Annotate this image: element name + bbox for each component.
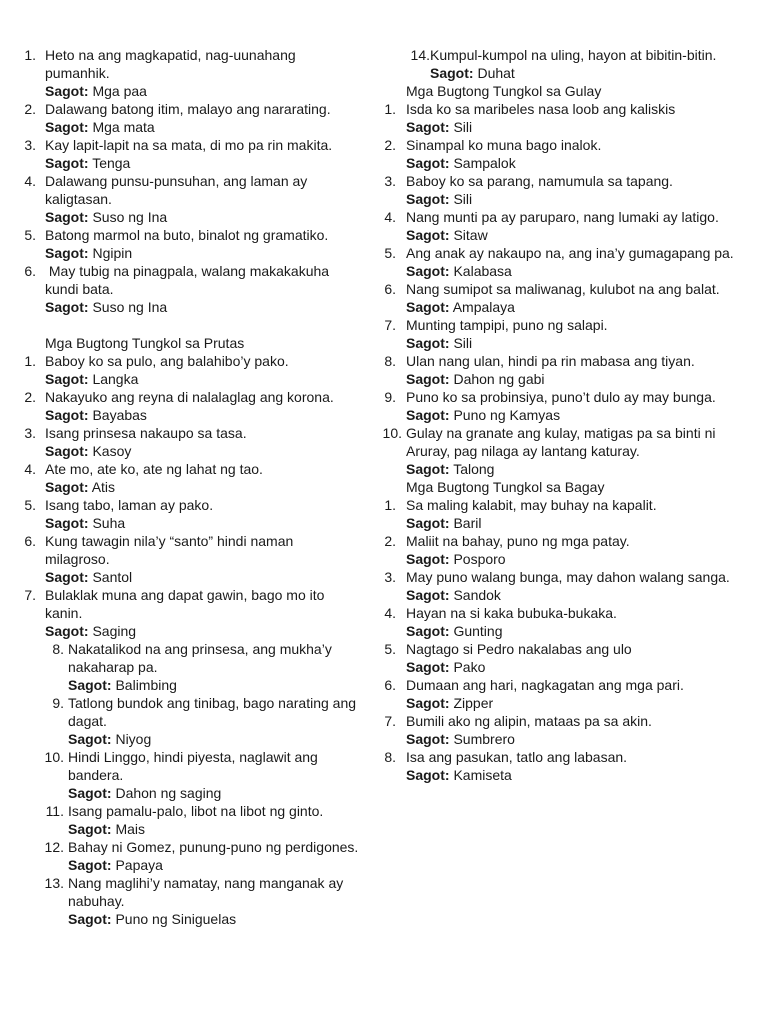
riddle-item (380, 280, 740, 316)
answer-line (406, 730, 740, 748)
answer-label: Sagot: (406, 695, 450, 711)
riddle-text: Dumaan ang hari, nagkagatan ang mga pari. (406, 677, 684, 693)
answer-label: Sagot: (68, 785, 112, 801)
answer-label: Sagot: (45, 407, 89, 423)
answer-line (406, 226, 740, 244)
riddle-text: Maliit na bahay, puno ng mga patay. (406, 533, 630, 549)
riddle-text: Bulaklak muna ang dapat gawin, bago mo ito kanin. (45, 587, 325, 621)
answer-line (406, 262, 740, 280)
riddle-item (380, 352, 740, 388)
answer-text: Niyog (115, 731, 152, 747)
item-number: 8. (52, 641, 64, 657)
riddle-item (380, 136, 740, 172)
answer-text: Balimbing (115, 677, 177, 693)
riddle-text: May puno walang bunga, may dahon walang sanga. (406, 569, 730, 585)
item-number: 1. (24, 353, 36, 369)
answer-text: Sili (453, 335, 473, 351)
answer-line (45, 244, 360, 262)
riddle-item (20, 748, 360, 802)
answer-label: Sagot: (406, 299, 450, 315)
answer-text: Tenga (92, 155, 131, 171)
riddle-text: Bumili ako ng alipin, mataas pa sa akin. (406, 713, 652, 729)
answer-label: Sagot: (406, 659, 450, 675)
section-heading-prutas: Mga Bugtong Tungkol sa Prutas (45, 335, 245, 351)
answer-line (406, 118, 740, 136)
answer-label: Sagot: (45, 371, 89, 387)
item-number: 5. (384, 245, 396, 261)
item-number: 11. (45, 803, 64, 819)
answer-label: Sagot: (45, 155, 89, 171)
answer-line (406, 622, 740, 640)
answer-text: Gunting (453, 623, 503, 639)
item-number: 1. (384, 101, 396, 117)
answer-line (68, 730, 360, 748)
riddle-text: Bahay ni Gomez, punung-puno ng perdigones. (68, 839, 359, 855)
riddle-item (20, 874, 360, 928)
answer-text: Sumbrero (453, 731, 515, 747)
riddle-text: Batong marmol na buto, binalot ng gramatiko. (45, 227, 329, 243)
answer-line (45, 208, 360, 226)
riddle-item (380, 100, 740, 136)
item-number: 6. (384, 677, 396, 693)
answer-label: Sagot: (406, 623, 450, 639)
riddle-item (20, 802, 360, 838)
riddle-item (380, 568, 740, 604)
riddle-text: Isang pamalu-palo, libot na libot ng ginto. (68, 803, 324, 819)
answer-label: Sagot: (45, 299, 89, 315)
riddle-text: Nang munti pa ay paruparo, nang lumaki ay latigo. (406, 209, 719, 225)
riddle-text: Dalawang batong itim, malayo ang nararating. (45, 101, 331, 117)
answer-line (406, 586, 740, 604)
answer-line (406, 406, 740, 424)
answer-text: Sandok (453, 587, 501, 603)
item-number: 2. (24, 101, 36, 117)
riddle-item (20, 586, 360, 640)
answer-label: Sagot: (45, 245, 89, 261)
riddle-item (20, 352, 360, 388)
fruit-riddle-list (20, 352, 360, 640)
answer-line (68, 820, 360, 838)
riddle-item (20, 100, 360, 136)
answer-label: Sagot: (406, 155, 450, 171)
answer-text: Puno ng Kamyas (453, 407, 561, 423)
answer-line (406, 154, 740, 172)
riddle-item (20, 172, 360, 226)
answer-line (406, 370, 740, 388)
answer-text: Langka (92, 371, 139, 387)
riddle-item (20, 46, 360, 100)
answer-text: Dahon ng gabi (453, 371, 545, 387)
answer-text: Ngipin (92, 245, 133, 261)
riddle-text: Nang sumipot sa maliwanag, kulubot na ang balat. (406, 281, 720, 297)
riddle-item (380, 172, 740, 208)
riddle-text: Kay lapit-lapit na sa mata, di mo pa rin makita. (45, 137, 333, 153)
riddle-item (20, 532, 360, 586)
item-number: 5. (24, 497, 36, 513)
answer-line (406, 550, 740, 568)
answer-text: Suha (92, 515, 126, 531)
riddle-item (20, 388, 360, 424)
riddle-item (20, 496, 360, 532)
item-number: 1. (384, 497, 396, 513)
answer-text: Atis (91, 479, 116, 495)
answer-text: Sili (453, 119, 473, 135)
item-number: 3. (384, 569, 396, 585)
riddle-item (380, 388, 740, 424)
riddle-item (380, 496, 740, 532)
answer-label: Sagot: (45, 83, 89, 99)
general-riddle-list (20, 46, 360, 316)
item-number: 2. (24, 389, 36, 405)
answer-text: Sili (453, 191, 473, 207)
item-number: 10. (44, 749, 64, 765)
answer-line (406, 298, 740, 316)
answer-line (45, 478, 360, 496)
item-number: 4. (384, 209, 396, 225)
riddle-text: Tatlong bundok ang tinibag, bago narating ang dagat. (68, 695, 357, 729)
answer-line (68, 676, 360, 694)
item-number: 5. (384, 641, 396, 657)
item-number: 9. (52, 695, 64, 711)
riddle-text: Ang anak ay nakaupo na, ang ina’y gumagapang pa. (406, 245, 734, 261)
item-number: 1. (24, 47, 36, 63)
answer-text: Mga paa (92, 83, 147, 99)
answer-label: Sagot: (68, 731, 112, 747)
answer-text: Papaya (115, 857, 163, 873)
riddle-item (380, 316, 740, 352)
answer-text: Sampalok (453, 155, 516, 171)
riddle-text: Dalawang punsu-punsuhan, ang laman ay kaligtasan. (45, 173, 308, 207)
riddle-text: Hayan na si kaka bubuka-bukaka. (406, 605, 617, 621)
answer-label: Sagot: (45, 479, 89, 495)
answer-line (406, 190, 740, 208)
answer-label: Sagot: (406, 227, 450, 243)
answer-text: Puno ng Siniguelas (115, 911, 237, 927)
item-number: 8. (384, 749, 396, 765)
riddle-text: Munting tampipi, puno ng salapi. (406, 317, 608, 333)
answer-label: Sagot: (68, 857, 112, 873)
answer-text: Ampalaya (452, 299, 515, 315)
item-number: 4. (384, 605, 396, 621)
answer-line (430, 64, 740, 82)
item-number: 10. (382, 425, 402, 441)
riddle-item (380, 604, 740, 640)
item-number: 4. (24, 173, 36, 189)
riddle-text: Nang maglihi’y namatay, nang manganak ay nabuhay. (68, 875, 344, 909)
answer-label: Sagot: (68, 821, 112, 837)
item-number: 5. (24, 227, 36, 243)
answer-line (45, 154, 360, 172)
riddle-text: Baboy ko sa parang, namumula sa tapang. (406, 173, 673, 189)
right-column (380, 46, 740, 784)
answer-label: Sagot: (45, 209, 89, 225)
answer-text: Posporo (453, 551, 506, 567)
riddle-text: Isang tabo, laman ay pako. (45, 497, 214, 513)
answer-line (45, 406, 360, 424)
answer-text: Zipper (453, 695, 494, 711)
item-number: 6. (384, 281, 396, 297)
answer-text: Mais (115, 821, 146, 837)
riddle-text: Puno ko sa probinsiya, puno’t dulo ay may bunga. (406, 389, 716, 405)
answer-text: Kamiseta (453, 767, 512, 783)
answer-label: Sagot: (406, 335, 450, 351)
answer-label: Sagot: (45, 119, 89, 135)
left-column (20, 46, 360, 928)
riddle-item (380, 208, 740, 244)
answer-text: Kasoy (92, 443, 132, 459)
riddle-text: Baboy ko sa pulo, ang balahibo’y pako. (45, 353, 289, 369)
riddle-text: Sinampal ko muna bago inalok. (406, 137, 602, 153)
answer-line (406, 766, 740, 784)
things-riddle-list (380, 496, 740, 784)
riddle-text: Hindi Linggo, hindi piyesta, naglawit ang bandera. (68, 749, 318, 783)
riddle-text: Isda ko sa maribeles nasa loob ang kaliskis (406, 101, 676, 117)
riddle-text: Ate mo, ate ko, ate ng lahat ng tao. (45, 461, 263, 477)
item-number: 6. (24, 263, 36, 279)
riddle-item (20, 460, 360, 496)
item-number: 7. (384, 317, 396, 333)
item-number: 6. (24, 533, 36, 549)
answer-label: Sagot: (406, 119, 450, 135)
item-number: 3. (24, 137, 36, 153)
answer-label: Sagot: (406, 767, 450, 783)
riddle-item (20, 838, 360, 874)
answer-line (45, 442, 360, 460)
answer-line (45, 298, 360, 316)
item-number: 2. (384, 533, 396, 549)
section-heading-gulay: Mga Bugtong Tungkol sa Gulay (406, 83, 602, 99)
fruit-riddle-list-continued (380, 46, 740, 82)
answer-label: Sagot: (406, 515, 450, 531)
answer-line (68, 784, 360, 802)
answer-label: Sagot: (406, 551, 450, 567)
answer-label: Sagot: (406, 263, 450, 279)
answer-label: Sagot: (406, 731, 450, 747)
answer-text: Talong (453, 461, 495, 477)
answer-text: Dahon ng saging (115, 785, 222, 801)
riddle-item (380, 244, 740, 280)
riddle-text: Heto na ang magkapatid, nag-uunahang pumanhik. (45, 47, 296, 81)
answer-text: Mga mata (92, 119, 155, 135)
answer-label: Sagot: (430, 65, 474, 81)
spacer (20, 316, 360, 334)
answer-line (406, 694, 740, 712)
item-number: 14. (410, 47, 430, 63)
riddle-item (380, 712, 740, 748)
answer-text: Saging (92, 623, 137, 639)
answer-label: Sagot: (45, 569, 89, 585)
answer-label: Sagot: (68, 677, 112, 693)
riddle-item (380, 424, 740, 478)
riddle-item (380, 640, 740, 676)
item-number: 3. (24, 425, 36, 441)
answer-text: Suso ng Ina (92, 299, 168, 315)
riddle-item (20, 694, 360, 748)
answer-text: Kalabasa (453, 263, 512, 279)
riddle-text: Gulay na granate ang kulay, matigas pa sa binti ni Aruray, pag nilaga ay lantang katuray. (406, 425, 716, 459)
item-number: 9. (384, 389, 396, 405)
item-number: 2. (384, 137, 396, 153)
riddle-text: Ulan nang ulan, hindi pa rin mabasa ang tiyan. (406, 353, 695, 369)
answer-text: Baril (453, 515, 482, 531)
answer-line (68, 910, 360, 928)
riddle-text: Sa maling kalabit, may buhay na kapalit. (406, 497, 657, 513)
riddle-item (380, 676, 740, 712)
answer-label: Sagot: (406, 461, 450, 477)
item-number: 13. (44, 875, 64, 891)
vegetable-riddle-list (380, 100, 740, 478)
riddle-item (380, 532, 740, 568)
answer-line (45, 622, 360, 640)
riddle-text: Kung tawagin nila’y “santo” hindi naman milagroso. (45, 533, 294, 567)
riddle-item (20, 424, 360, 460)
answer-line (45, 568, 360, 586)
item-number: 12. (44, 839, 64, 855)
riddle-text: Isa ang pasukan, tatlo ang labasan. (406, 749, 628, 765)
answer-text: Pako (453, 659, 486, 675)
answer-line (406, 514, 740, 532)
answer-label: Sagot: (45, 623, 89, 639)
riddle-item (20, 640, 360, 694)
answer-line (45, 514, 360, 532)
riddle-text: Nagtago si Pedro nakalabas ang ulo (406, 641, 632, 657)
section-heading-bagay: Mga Bugtong Tungkol sa Bagay (406, 479, 605, 495)
item-number: 4. (24, 461, 36, 477)
item-number: 3. (384, 173, 396, 189)
fruit-riddle-list-indented (20, 640, 360, 928)
answer-line (406, 658, 740, 676)
riddle-item (20, 262, 360, 316)
answer-line (45, 370, 360, 388)
riddle-text: May tubig na pinagpala, walang makakakuha kundi bata. (45, 263, 330, 297)
answer-text: Santol (92, 569, 133, 585)
riddle-item (380, 46, 740, 82)
answer-label: Sagot: (406, 371, 450, 387)
answer-text: Duhat (477, 65, 515, 81)
answer-text: Suso ng Ina (92, 209, 168, 225)
item-number: 7. (384, 713, 396, 729)
item-number: 7. (24, 587, 36, 603)
answer-line (68, 856, 360, 874)
answer-label: Sagot: (45, 443, 89, 459)
answer-line (45, 82, 360, 100)
answer-line (45, 118, 360, 136)
answer-label: Sagot: (406, 191, 450, 207)
answer-label: Sagot: (68, 911, 112, 927)
riddle-text: Nakayuko ang reyna di nalalaglag ang korona. (45, 389, 334, 405)
answer-line (406, 460, 740, 478)
riddle-item (380, 748, 740, 784)
answer-line (406, 334, 740, 352)
answer-text: Sitaw (453, 227, 488, 243)
answer-label: Sagot: (406, 407, 450, 423)
riddle-text: Nakatalikod na ang prinsesa, ang mukha’y nakaharap pa. (68, 641, 332, 675)
riddle-item (20, 136, 360, 172)
answer-label: Sagot: (406, 587, 450, 603)
answer-text: Bayabas (92, 407, 147, 423)
riddle-text: Kumpul-kumpol na uling, hayon at bibitin-bitin. (430, 47, 717, 63)
riddle-item (20, 226, 360, 262)
answer-label: Sagot: (45, 515, 89, 531)
riddle-text: Isang prinsesa nakaupo sa tasa. (45, 425, 247, 441)
item-number: 8. (384, 353, 396, 369)
